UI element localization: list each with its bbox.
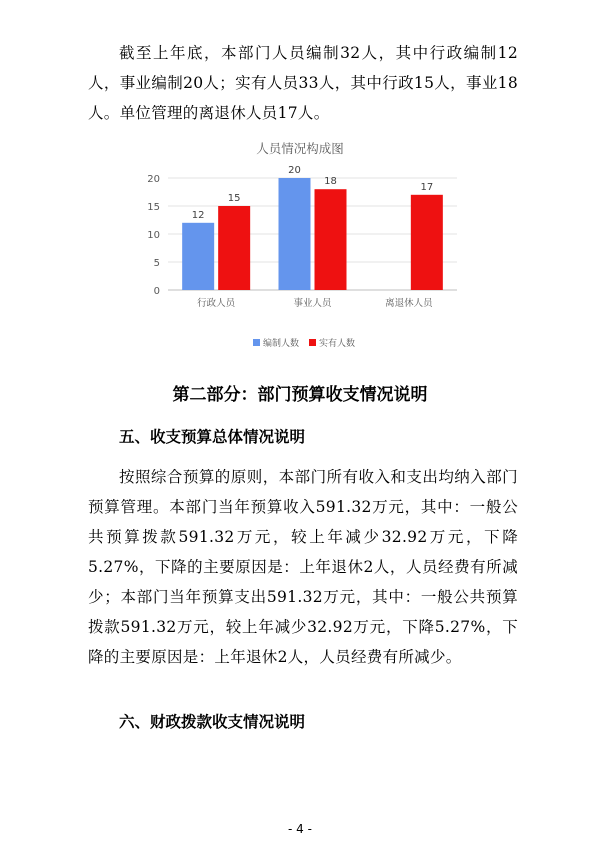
section-six-heading: 六、财政拨款收支情况说明 [119, 713, 306, 731]
legend-swatch [253, 339, 260, 346]
staffing-paragraph: 截至上年底，本部门人员编制32人，其中行政编制12人，事业编制20人；实有人员33人，其中行政15人，事业18人。单位管理的离退休人员17人。 [88, 44, 518, 122]
y-tick-label: 15 [147, 202, 160, 213]
legend-label: 实有人数 [319, 339, 356, 349]
bar-value-label: 17 [420, 181, 434, 193]
bar [315, 189, 347, 290]
bar-value-label: 18 [324, 176, 337, 188]
y-tick-label: 10 [147, 230, 160, 241]
bar [182, 223, 214, 290]
bar-value-label: 15 [227, 193, 241, 204]
y-tick-label: 0 [153, 286, 160, 297]
part-two-heading: 第二部分：部门预算收支情况说明 [172, 385, 428, 405]
x-tick-label: 行政人员 [197, 298, 236, 309]
bar [218, 206, 250, 290]
legend-label: 编制人数 [263, 339, 300, 349]
x-tick-label: 事业人员 [293, 298, 332, 309]
budget-paragraph: 按照综合预算的原则，本部门所有收入和支出均纳入部门预算管理。本部门当年预算收入591.32万元，其中：一般公共预算拨款591.32万元，较上年减少32.92万元，下降5.27%，下降的主要原因是：上年退休2人，人员经费有所减少；本部门当年预算支出591.32万元，其中：一般公共预算拨款591.32万元，较上年减少32.92万元，下降5.27%，下降的主要原因是：上年退休2人，人员经费有所减少。 [88, 468, 518, 666]
bar-value-label: 12 [191, 209, 205, 221]
y-tick-label: 20 [147, 174, 160, 185]
bar-value-label: 20 [288, 165, 301, 176]
section-five-heading: 五、收支预算总体情况说明 [119, 428, 306, 446]
chart-title: 人员情况构成图 [256, 141, 344, 156]
chart-canvas [135, 138, 465, 360]
x-tick-label: 离退休人员 [385, 298, 433, 309]
legend-swatch [309, 339, 316, 346]
y-tick-label: 5 [153, 258, 160, 269]
bar [411, 195, 443, 290]
page-number: - 4 - [288, 822, 312, 836]
staff-composition-chart [135, 138, 465, 360]
bar [279, 178, 311, 290]
